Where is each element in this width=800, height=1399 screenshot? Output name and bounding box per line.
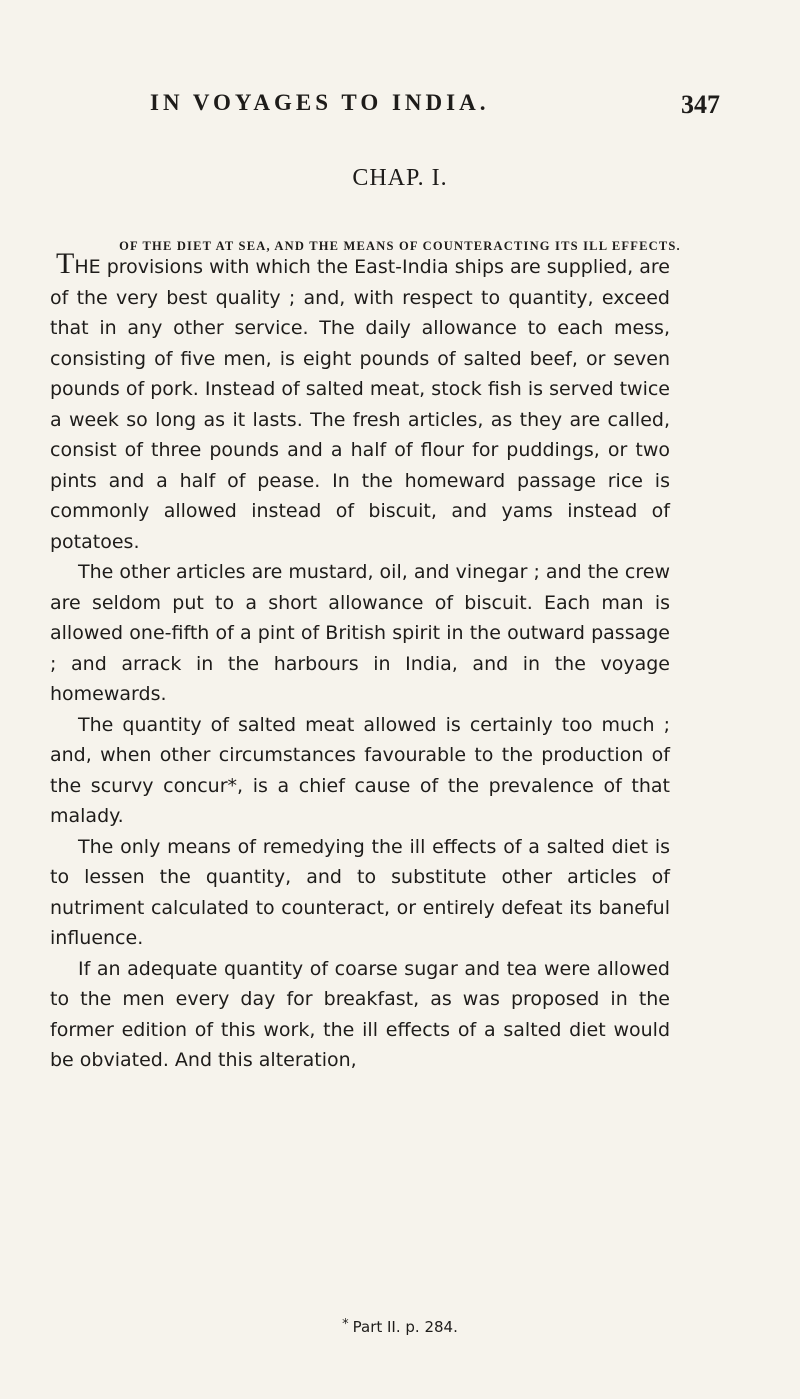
- body-text: [50, 247, 670, 1076]
- footnote: [0, 1318, 800, 1336]
- running-title: IN VOYAGES TO INDIA.: [150, 90, 490, 115]
- paragraph-2: The other articles are mustard, oil, and vinegar ; and the crew are seldom put to a short allowance of biscuit. Each man is allowed one-fifth of a pint of British spirit in the outward passage ; and arrack in the harbours in India, and in the voyage homewards.: [50, 561, 670, 705]
- paragraph-1-text: HE provisions with which the East-India ships are supplied, are of the very best quality ; and, with respect to quantity, exceed that in any other service. The daily allowance to each mess, consisting of five men, is eight pounds of salted beef, or seven pounds of pork. Instead of salted meat, stock fish is served twice a week so long as it lasts. The fresh articles, as they are called, consist of three pounds and a half of flour for puddings, or two pints and a half of pease. In the homeward passage rice is commonly allowed instead of biscuit, and yams instead of potatoes.: [50, 256, 670, 553]
- footnote-marker: *: [342, 1317, 349, 1332]
- paragraph-5: If an adequate quantity of coarse sugar and tea were allowed to the men every day for breakfast, as was proposed in the former edition of this work, the ill effects of a salted diet would be obviated. And this alteration,: [50, 957, 670, 1071]
- paragraph-1: [50, 247, 670, 557]
- paragraph-3: The quantity of salted meat allowed is certainly too much ; and, when other circumstances favourable to the production of the scurvy concur*, is a chief cause of the prevalence of that malady.: [50, 713, 670, 827]
- chapter-subtitle: OF THE DIET AT SEA, AND THE MEANS OF COUNTERACTING ITS ILL EFFECTS.: [119, 239, 681, 253]
- running-head: [150, 90, 720, 122]
- paragraph-4: The only means of remedying the ill effects of a salted diet is to lessen the quantity, and to substitute other articles of nutriment calculated to counteract, or entirely defeat its baneful influence.: [50, 835, 670, 949]
- page-number: 347: [681, 90, 720, 119]
- footnote-text: Part II. p. 284.: [352, 1318, 458, 1336]
- chapter-title: CHAP. I.: [352, 165, 448, 191]
- drop-cap: T: [56, 247, 75, 280]
